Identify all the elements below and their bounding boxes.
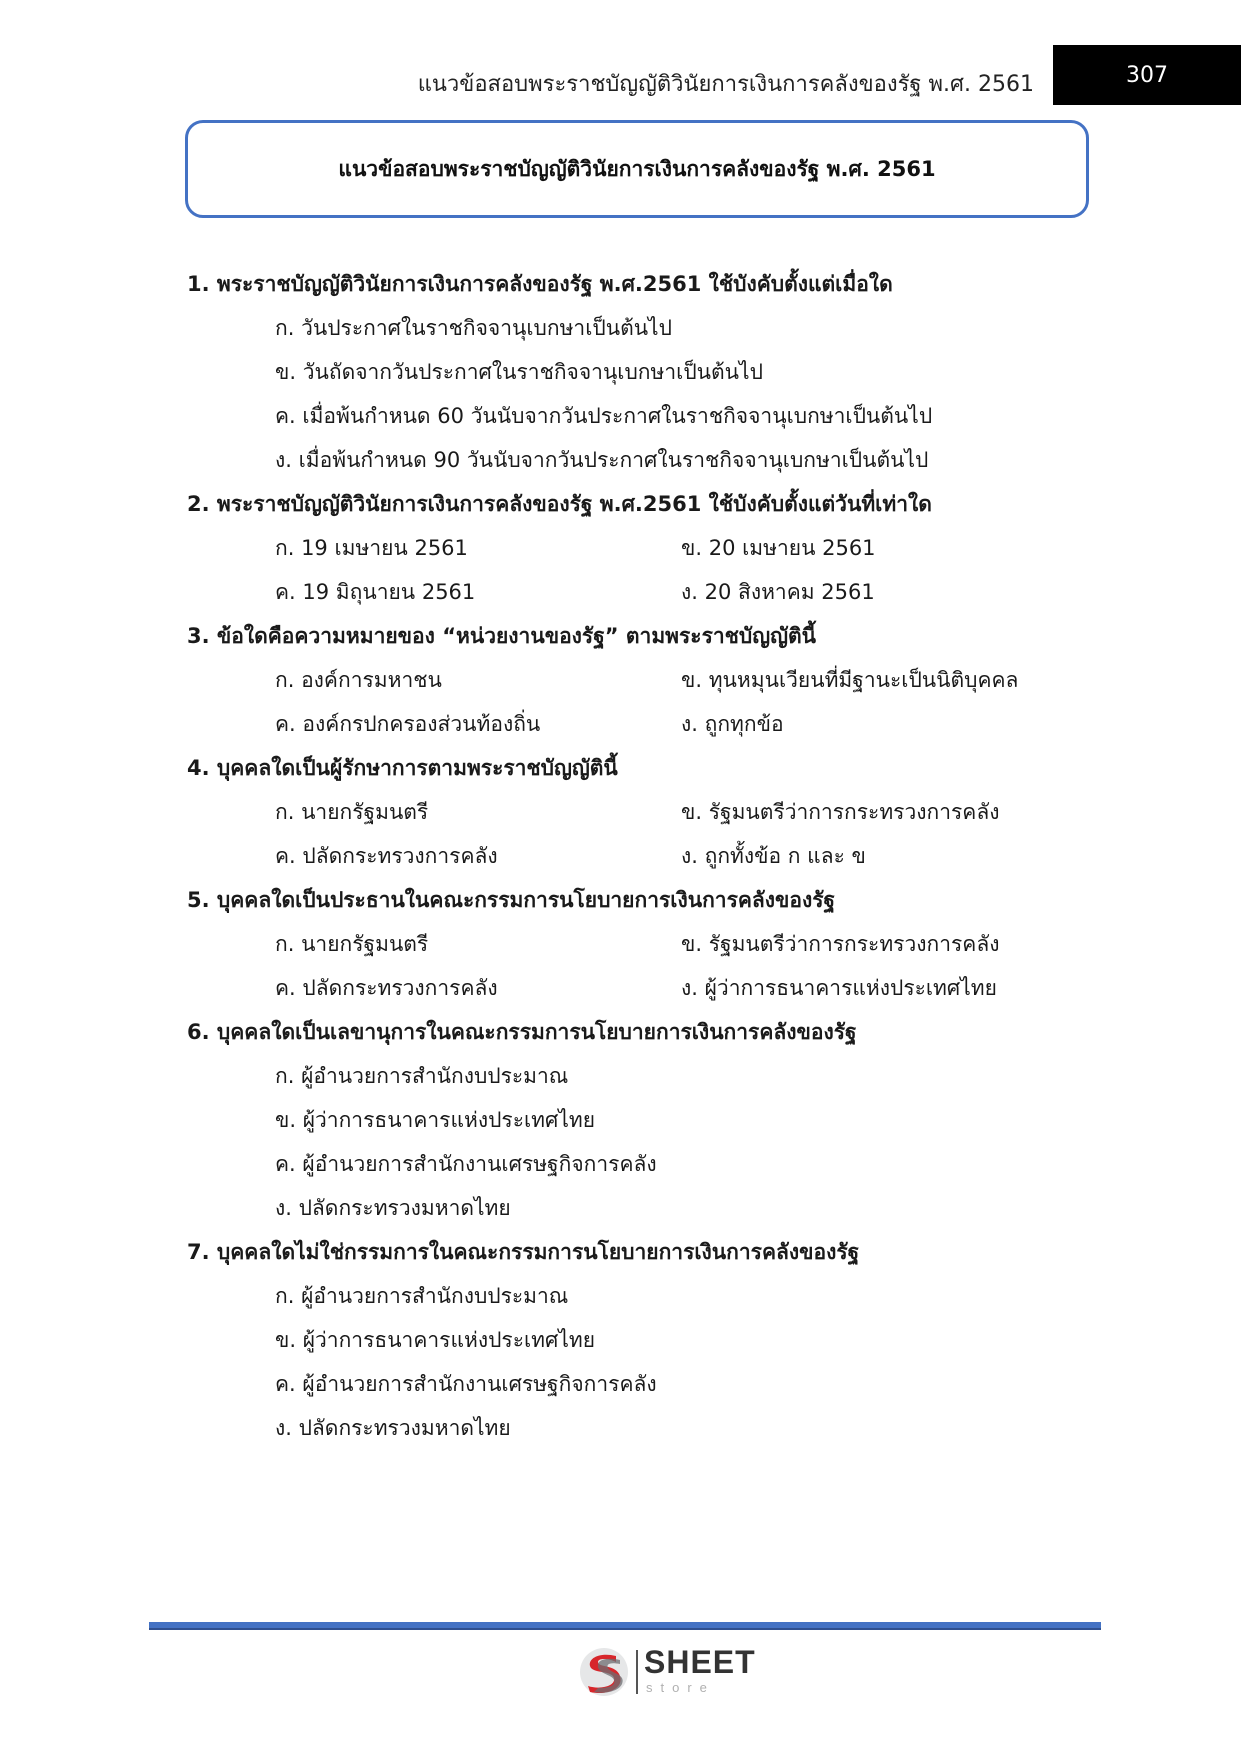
logo-wordmark: SHEET <box>644 1644 756 1680</box>
q3-option-c: ค. องค์กรปกครองส่วนท้องถิ่น <box>275 712 541 736</box>
question-3: 3. ข้อใดคือความหมายของ “หน่วยงานของรัฐ” ตามพระราชบัญญัตินี้ <box>187 624 817 648</box>
title-box <box>185 120 1089 218</box>
q2-option-b: ข. 20 เมษายน 2561 <box>681 536 876 560</box>
q4-options-row-2 <box>187 834 1087 878</box>
q5-options-row-1 <box>187 922 1087 966</box>
q2-option-a: ก. 19 เมษายน 2561 <box>275 536 468 560</box>
q1-option-c: ค. เมื่อพ้นกำหนด 60 วันนับจากวันประกาศในราชกิจจานุเบกษาเป็นต้นไป <box>275 404 933 428</box>
q1-option-d: ง. เมื่อพ้นกำหนด 90 วันนับจากวันประกาศในราชกิจจานุเบกษาเป็นต้นไป <box>275 448 929 472</box>
q2-option-d: ง. 20 สิงหาคม 2561 <box>681 580 875 604</box>
q6-option-c: ค. ผู้อำนวยการสำนักงานเศรษฐกิจการคลัง <box>275 1152 657 1176</box>
logo-separator <box>636 1650 638 1694</box>
question-2: 2. พระราชบัญญัติวินัยการเงินการคลังของรัฐ พ.ศ.2561 ใช้บังคับตั้งแต่วันที่เท่าใด <box>187 492 932 516</box>
question-list <box>187 262 1087 1450</box>
q3-options-row-1 <box>187 658 1087 702</box>
q3-option-b: ข. ทุนหมุนเวียนที่มีฐานะเป็นนิติบุคคล <box>681 668 1019 692</box>
question-7: 7. บุคคลใดไม่ใช่กรรมการในคณะกรรมการนโยบายการเงินการคลังของรัฐ <box>187 1240 860 1264</box>
q5-option-b: ข. รัฐมนตรีว่าการกระทรวงการคลัง <box>681 932 1000 956</box>
page-number: 307 <box>1053 45 1241 105</box>
question-6: 6. บุคคลใดเป็นเลขานุการในคณะกรรมการนโยบายการเงินการคลังของรัฐ <box>187 1020 857 1044</box>
q3-option-d: ง. ถูกทุกข้อ <box>681 712 784 736</box>
q2-option-c: ค. 19 มิถุนายน 2561 <box>275 580 476 604</box>
q1-option-a: ก. วันประกาศในราชกิจจานุเบกษาเป็นต้นไป <box>275 316 672 340</box>
q2-options-row-2 <box>187 570 1087 614</box>
q4-option-d: ง. ถูกทั้งข้อ ก และ ข <box>681 844 866 868</box>
q7-option-d: ง. ปลัดกระทรวงมหาดไทย <box>275 1416 511 1440</box>
sheet-store-logo <box>578 1644 754 1702</box>
q5-options-row-2 <box>187 966 1087 1010</box>
logo-subtext: store <box>646 1680 715 1695</box>
q4-options-row-1 <box>187 790 1087 834</box>
question-1: 1. พระราชบัญญัติวินัยการเงินการคลังของรัฐ พ.ศ.2561 ใช้บังคับตั้งแต่เมื่อใด <box>187 272 893 296</box>
q4-option-c: ค. ปลัดกระทรวงการคลัง <box>275 844 498 868</box>
q5-option-a: ก. นายกรัฐมนตรี <box>275 932 429 956</box>
document-title: แนวข้อสอบพระราชบัญญัติวินัยการเงินการคลังของรัฐ พ.ศ. 2561 <box>338 156 936 181</box>
q5-option-d: ง. ผู้ว่าการธนาคารแห่งประเทศไทย <box>681 976 997 1000</box>
q4-option-a: ก. นายกรัฐมนตรี <box>275 800 429 824</box>
q7-option-a: ก. ผู้อำนวยการสำนักงบประมาณ <box>275 1284 569 1308</box>
q7-option-c: ค. ผู้อำนวยการสำนักงานเศรษฐกิจการคลัง <box>275 1372 657 1396</box>
q5-option-c: ค. ปลัดกระทรวงการคลัง <box>275 976 498 1000</box>
footer-rule <box>149 1622 1101 1630</box>
q6-option-b: ข. ผู้ว่าการธนาคารแห่งประเทศไทย <box>275 1108 596 1132</box>
q4-option-b: ข. รัฐมนตรีว่าการกระทรวงการคลัง <box>681 800 1000 824</box>
running-header-title: แนวข้อสอบพระราชบัญญัติวินัยการเงินการคลังของรัฐ พ.ศ. 2561 <box>417 72 1034 97</box>
sheet-s-logo-icon <box>578 1646 630 1698</box>
q1-option-b: ข. วันถัดจากวันประกาศในราชกิจจานุเบกษาเป็นต้นไป <box>275 360 763 384</box>
q7-option-b: ข. ผู้ว่าการธนาคารแห่งประเทศไทย <box>275 1328 596 1352</box>
q6-option-d: ง. ปลัดกระทรวงมหาดไทย <box>275 1196 511 1220</box>
q3-option-a: ก. องค์การมหาชน <box>275 668 442 692</box>
question-5: 5. บุคคลใดเป็นประธานในคณะกรรมการนโยบายการเงินการคลังของรัฐ <box>187 888 836 912</box>
q2-options-row-1 <box>187 526 1087 570</box>
q6-option-a: ก. ผู้อำนวยการสำนักงบประมาณ <box>275 1064 569 1088</box>
question-4: 4. บุคคลใดเป็นผู้รักษาการตามพระราชบัญญัตินี้ <box>187 756 618 780</box>
q3-options-row-2 <box>187 702 1087 746</box>
